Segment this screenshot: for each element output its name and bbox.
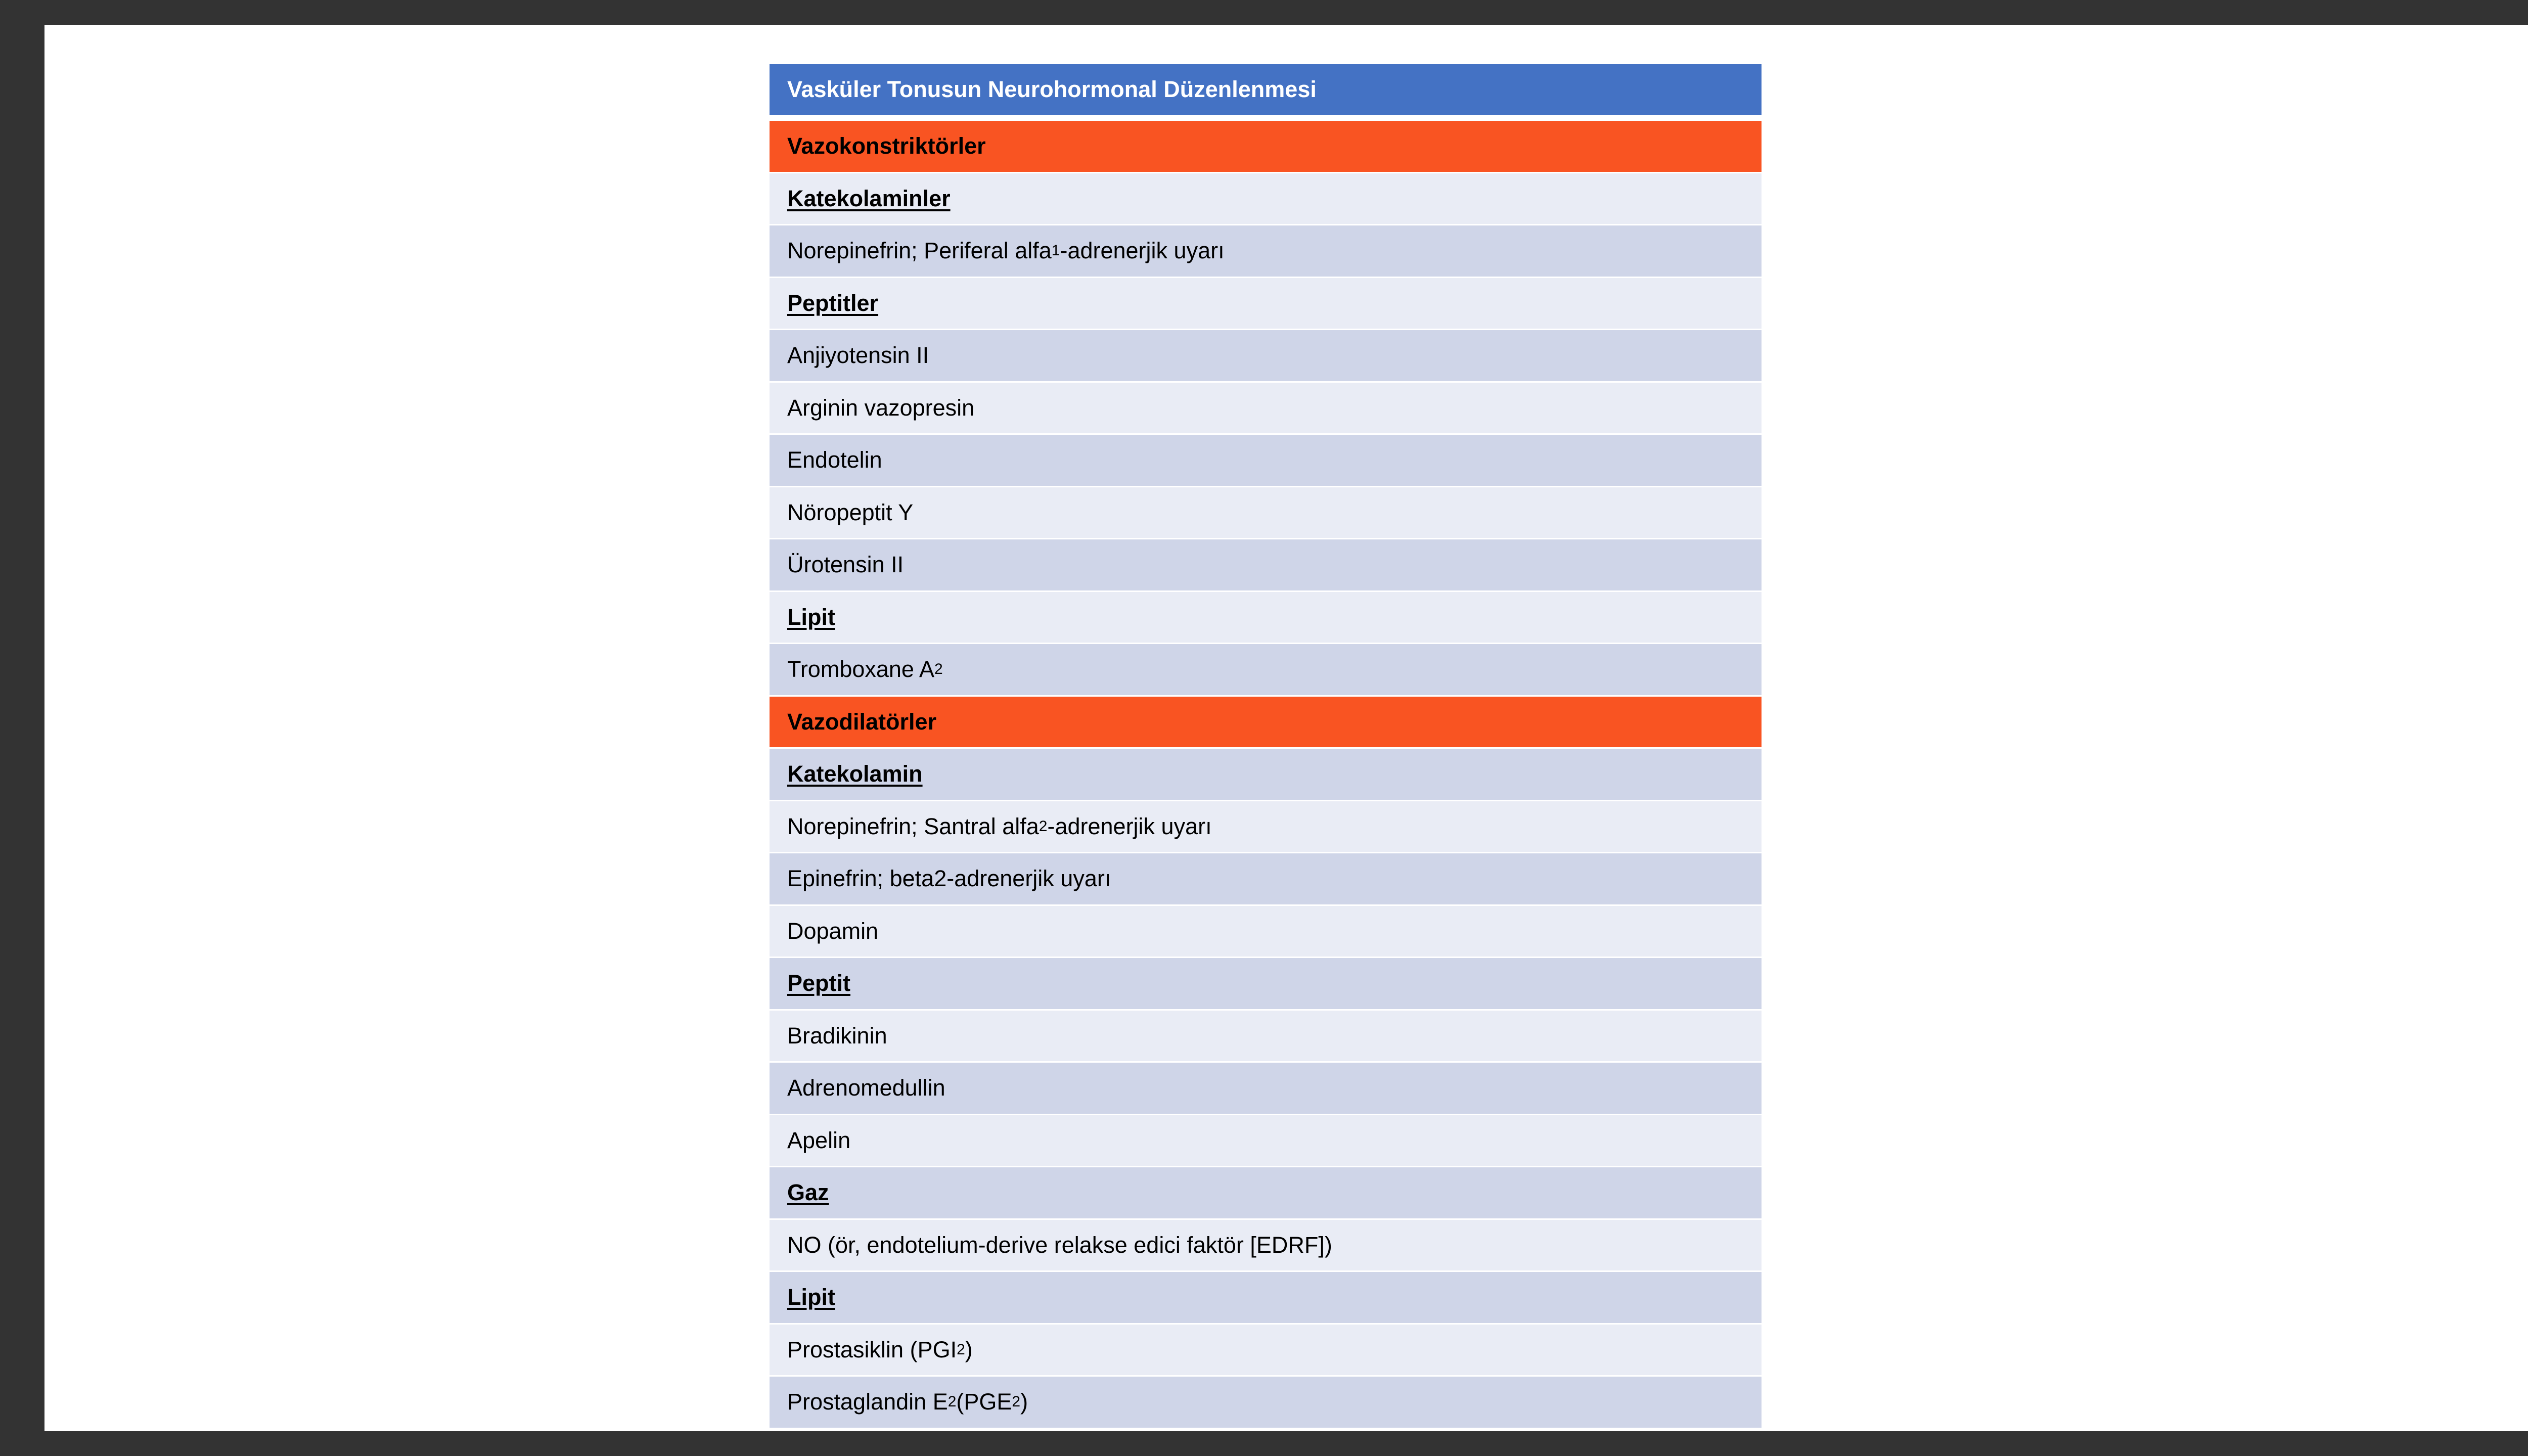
row-text: Endotelin: [787, 447, 882, 473]
row-text: Bradikinin: [787, 1022, 887, 1049]
table-row: Prostaglandin E 2 (PGE 2 ): [770, 1377, 1762, 1429]
row-text: Epinefrin; beta2-adrenerjik uyarı: [787, 866, 1111, 892]
row-text: NO (ör, endotelium-derive relakse edici faktör [EDRF]): [787, 1232, 1332, 1258]
table-title: Vasküler Tonusun Neurohormonal Düzenlenmesi: [770, 64, 1762, 115]
table-row: [770, 435, 1762, 487]
row-text: Adrenomedullin: [787, 1075, 945, 1101]
category-heading: [770, 1272, 1762, 1325]
category-heading: [770, 958, 1762, 1011]
row-text: Apelin: [787, 1127, 851, 1153]
row-text-suffix: -adrenerjik uyarı: [1060, 238, 1225, 264]
row-text: Arginin vazopresin: [787, 394, 975, 421]
table-row: [770, 487, 1762, 540]
section-header: [770, 121, 1762, 173]
table-row: Tromboxane A 2: [770, 644, 1762, 697]
table-row: Norepinefrin; Periferal alfa 1 -adrenerjik uyarı: [770, 225, 1762, 278]
row-text: Prostasiklin (PGI: [787, 1336, 957, 1362]
table-row: [770, 539, 1762, 592]
row-text: Lipit: [787, 1284, 835, 1310]
category-heading: [770, 278, 1762, 331]
row-text: Tromboxane A: [787, 656, 934, 682]
row-text: Vazodilatörler: [787, 708, 937, 735]
row-text: Norepinefrin; Periferal alfa: [787, 238, 1052, 264]
regulation-table: [770, 64, 1762, 1429]
row-text: Lipit: [787, 604, 835, 630]
table-row: [770, 1115, 1762, 1168]
row-text: Katekolaminler: [787, 185, 951, 211]
table-row: [770, 906, 1762, 959]
table-row: Prostasiklin (PGI 2 ): [770, 1325, 1762, 1377]
row-text: Peptit: [787, 970, 851, 996]
row-text: Gaz: [787, 1179, 829, 1206]
table-row: [770, 330, 1762, 383]
row-text: Ürotensin II: [787, 552, 904, 578]
row-text-suffix: ): [965, 1336, 973, 1362]
category-heading: [770, 592, 1762, 645]
table-row: Norepinefrin; Santral alfa 2 -adrenerjik uyarı: [770, 801, 1762, 854]
slide: [44, 25, 2528, 1431]
category-heading: [770, 173, 1762, 226]
category-heading: [770, 749, 1762, 801]
table-row: [770, 853, 1762, 906]
table-row: [770, 1011, 1762, 1063]
row-text: Anjiyotensin II: [787, 342, 929, 369]
row-text: Vazokonstriktörler: [787, 133, 986, 159]
row-text: Katekolamin: [787, 761, 923, 787]
row-text: Norepinefrin; Santral alfa: [787, 813, 1039, 839]
category-heading: [770, 1167, 1762, 1220]
row-text-suffix: -adrenerjik uyarı: [1047, 813, 1212, 839]
table-row: [770, 1220, 1762, 1272]
table-row: [770, 1063, 1762, 1115]
row-text-suffix: ): [1020, 1389, 1028, 1415]
table-row: [770, 383, 1762, 435]
row-text: Peptitler: [787, 290, 879, 316]
row-text: Nöropeptit Y: [787, 499, 914, 525]
row-text: Dopamin: [787, 918, 879, 944]
row-text-suffix: (PGE: [956, 1389, 1012, 1415]
section-header: [770, 697, 1762, 749]
row-text: Prostaglandin E: [787, 1389, 948, 1415]
